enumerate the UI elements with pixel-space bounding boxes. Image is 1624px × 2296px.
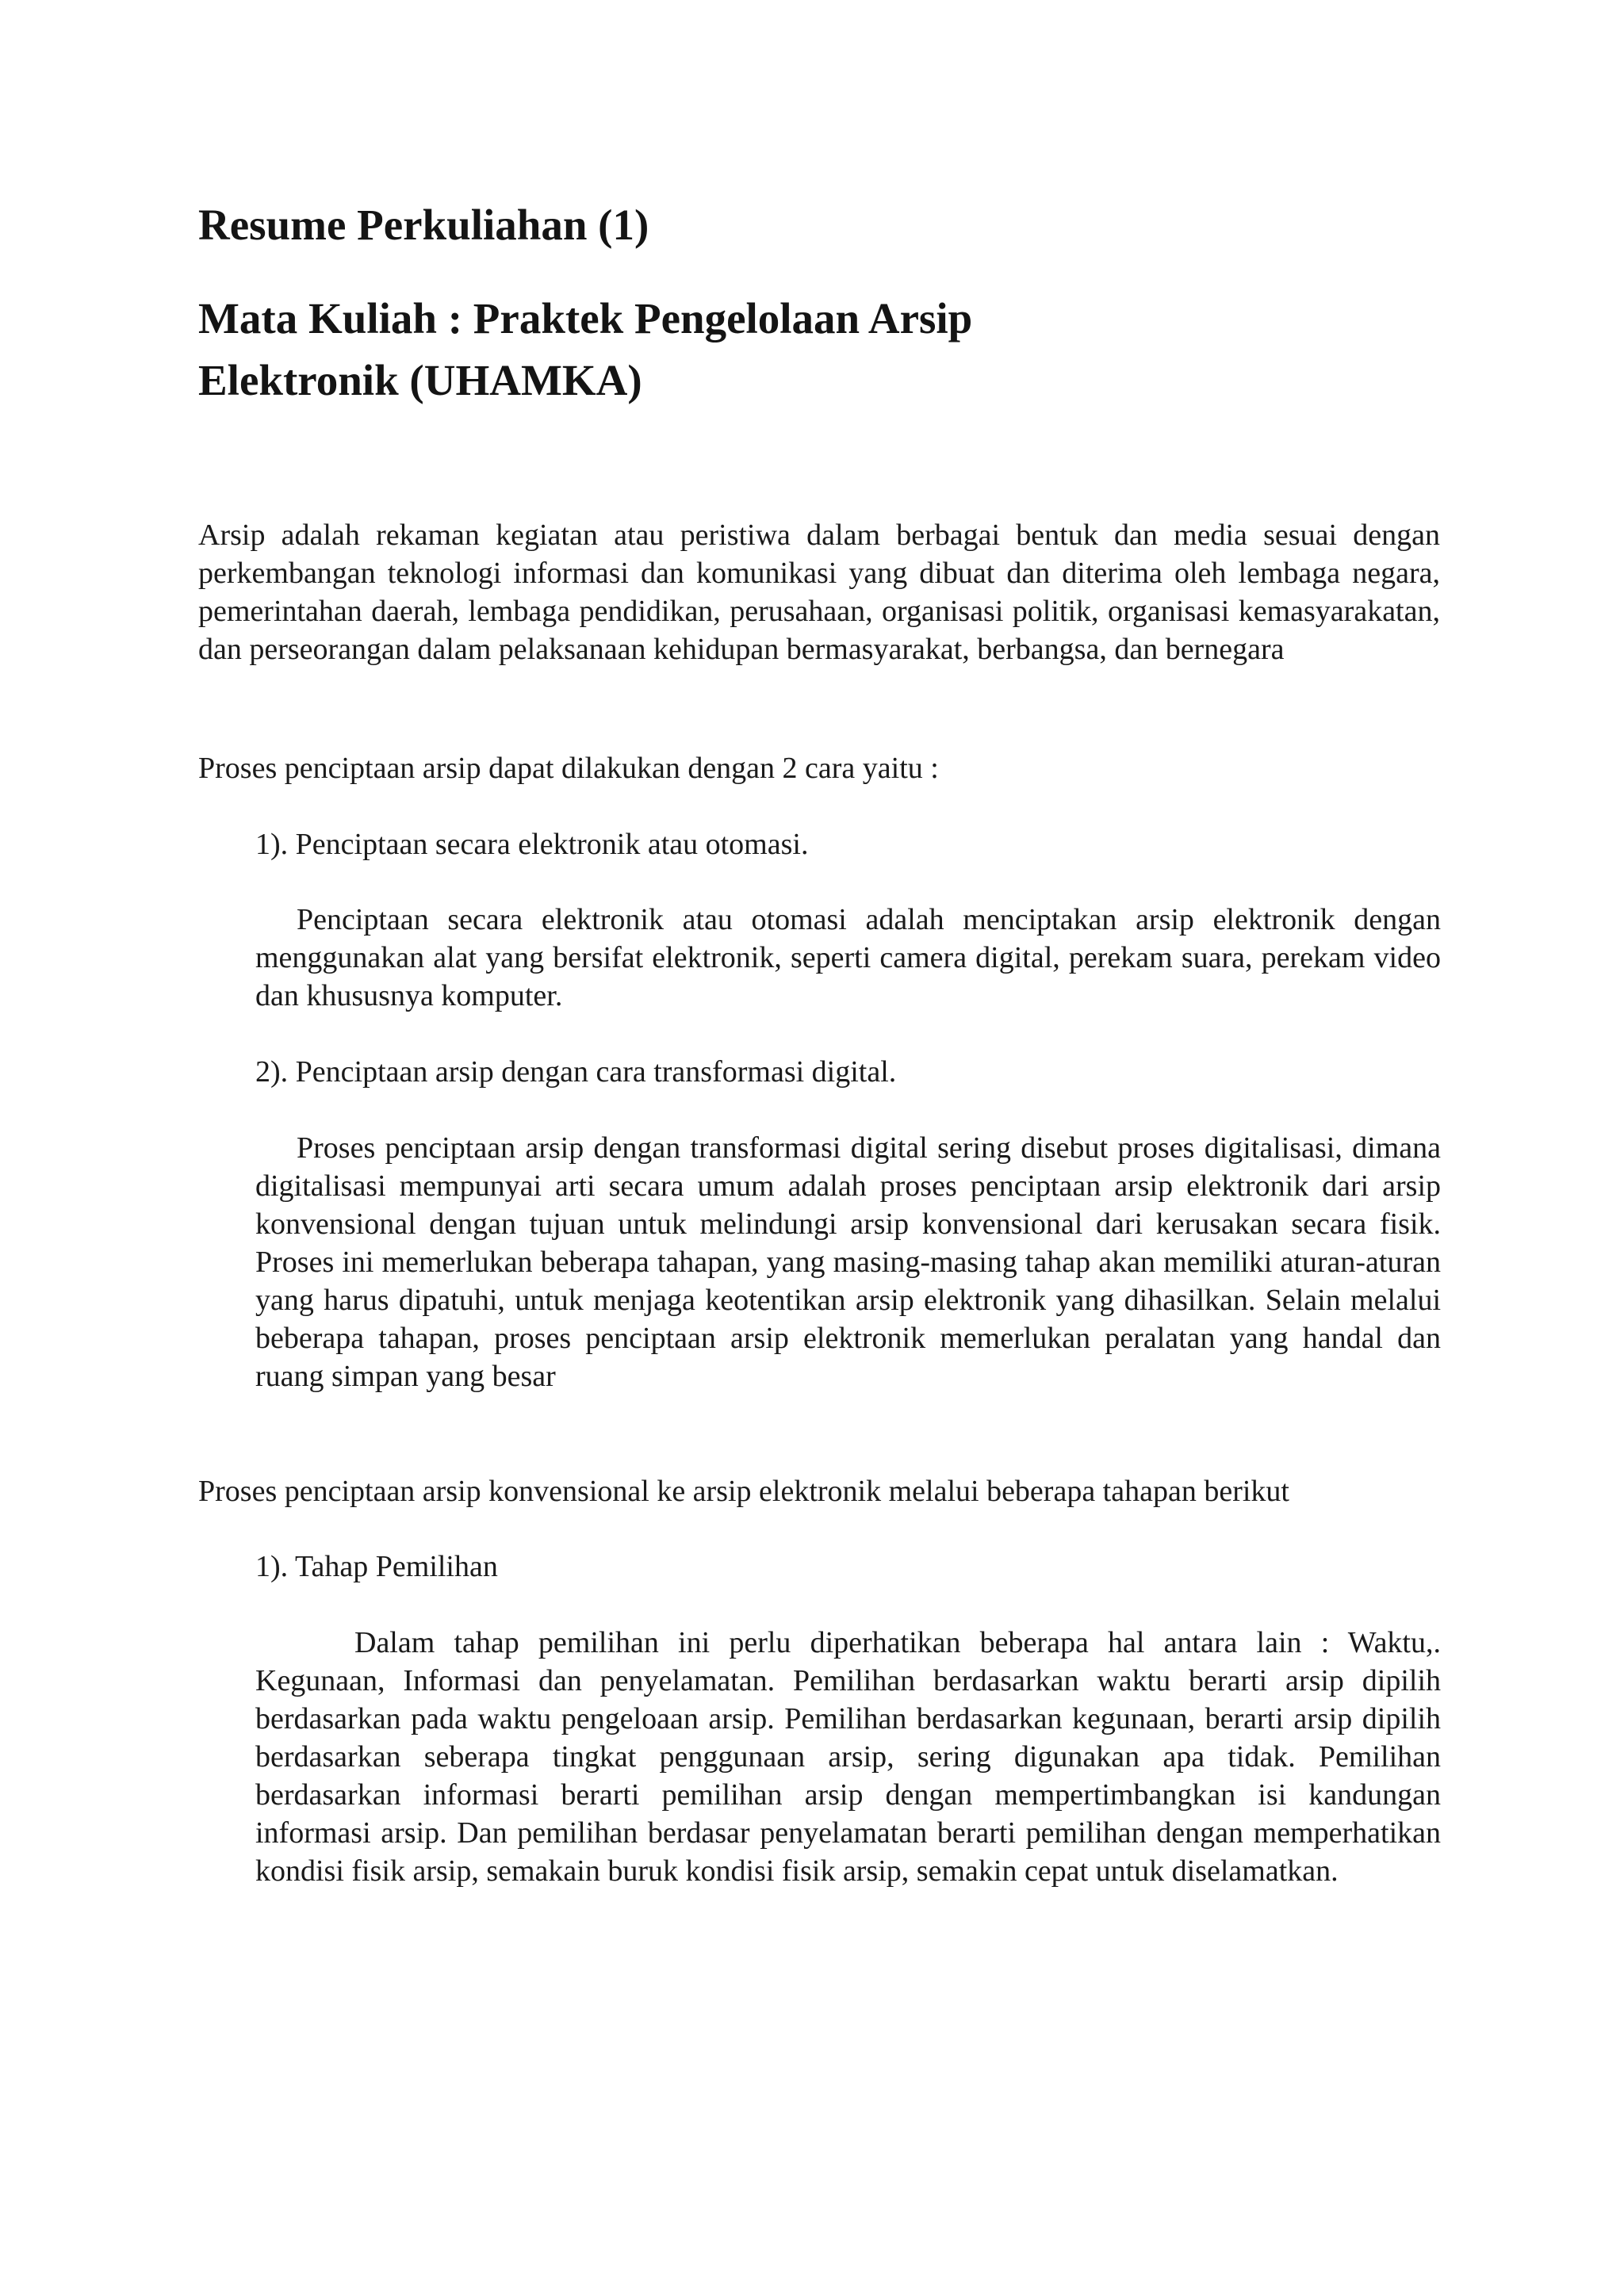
document-title: Resume Perkuliahan (1) xyxy=(198,201,649,249)
creation-process-intro: Proses penciptaan arsip dapat dilakukan dengan 2 cara yaitu : xyxy=(198,752,939,785)
selection-stage-paragraph: Dalam tahap pemilihan ini perlu diperhatikan beberapa hal antara lain : Waktu,. Kegunaan, Informasi dan penyelamatan. Pemilihan berdasarkan waktu berarti arsip dipilih berdasarkan pada waktu pengeloaan arsip. Pemilihan berdasarkan kegunaan, berarti arsip dipilih berdasarkan seberapa tingkat penggunaan arsip, sering digunakan apa tidak. Pemilihan berdasarkan informasi berarti pemilihan arsip dengan mempertimbangkan isi kandungan informasi arsip. Dan pemilihan berdasar penyelamatan berarti pemilihan dengan memperhatikan kondisi fisik arsip, semakain buruk kondisi fisik arsip, semakin cepat untuk diselamatkan. xyxy=(255,1626,1441,1888)
conversion-stages-intro: Proses penciptaan arsip konvensional ke arsip elektronik melalui beberapa tahapan berikut xyxy=(198,1475,1289,1508)
course-title-line-1: Mata Kuliah : Praktek Pengelolaan Arsip xyxy=(198,294,973,342)
list-item-selection-stage: 1). Tahap Pemilihan xyxy=(255,1550,498,1583)
course-title-line-2: Elektronik (UHAMKA) xyxy=(198,356,642,404)
list-item-electronic-creation: 1). Penciptaan secara elektronik atau otomasi. xyxy=(255,828,809,861)
list-item-digital-transformation: 2). Penciptaan arsip dengan cara transformasi digital. xyxy=(255,1055,897,1089)
electronic-creation-paragraph: Penciptaan secara elektronik atau otomasi adalah menciptakan arsip elektronik dengan menggunakan alat yang bersifat elektronik, seperti camera digital, perekam suara, perekam video dan khususnya komputer. xyxy=(255,903,1441,1012)
arsip-definition-paragraph: Arsip adalah rekaman kegiatan atau peristiwa dalam berbagai bentuk dan media sesuai dengan perkembangan teknologi informasi dan komunikasi yang dibuat dan diterima oleh lembaga negara, pemerintahan daerah, lembaga pendidikan, perusahaan, organisasi politik, organisasi kemasyarakatan, dan perseorangan dalam pelaksanaan kehidupan bermasyarakat, berbangsa, dan bernegara xyxy=(198,519,1440,666)
digital-transformation-paragraph: Proses penciptaan arsip dengan transformasi digital sering disebut proses digitalisasi, dimana digitalisasi mempunyai arti secara umum adalah proses penciptaan arsip elektronik dari arsip konvensional dengan tujuan untuk melindungi arsip konvensional dari kerusakan secara fisik. Proses ini memerlukan beberapa tahapan, yang masing-masing tahap akan memiliki aturan-aturan yang harus dipatuhi, untuk menjaga keotentikan arsip elektronik yang dihasilkan. Selain melalui beberapa tahapan, proses penciptaan arsip elektronik memerlukan peralatan yang handal dan ruang simpan yang besar xyxy=(255,1131,1441,1393)
